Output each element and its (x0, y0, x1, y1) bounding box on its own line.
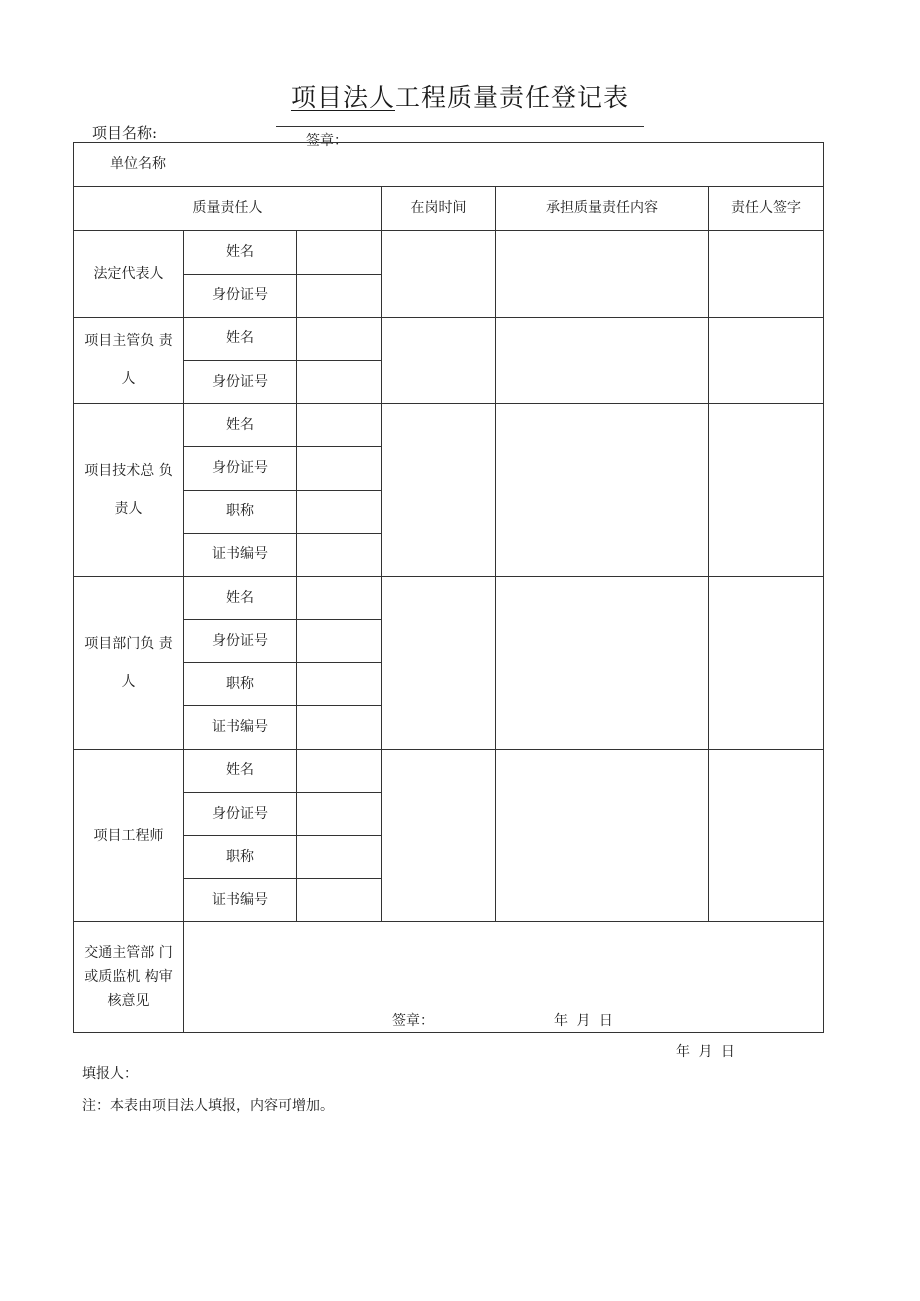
field-value-cell[interactable] (297, 879, 382, 922)
field-value-cell[interactable] (297, 620, 382, 663)
project-name-label: 项目名称: (92, 124, 158, 142)
field-value-cell[interactable] (297, 576, 382, 619)
fill-date-label: 年 月 日 (676, 1044, 737, 1060)
field-value-cell[interactable] (297, 274, 382, 317)
signature-cell[interactable] (709, 749, 824, 922)
role-department-head: 项目部门负 责人 (74, 576, 184, 749)
tenure-cell[interactable] (382, 317, 496, 403)
registration-table (73, 142, 824, 1033)
field-label: 身份证号 (184, 792, 297, 835)
filler-label: 填报人： (82, 1066, 138, 1082)
field-label: 姓名 (184, 749, 297, 792)
field-value-cell[interactable] (297, 792, 382, 835)
title-rest: 工程质量责任登记表 (395, 83, 630, 112)
header-sign-label: 签章： (306, 133, 348, 149)
field-value-cell[interactable] (297, 317, 382, 360)
tenure-cell[interactable] (382, 404, 496, 577)
review-opinion-cell[interactable] (184, 922, 824, 1033)
role-legal-representative: 法定代表人 (74, 231, 184, 317)
field-label: 证书编号 (184, 706, 297, 749)
review-label: 交通主管部 门或质监机 构审核意见 (74, 922, 184, 1033)
role-project-manager: 项目主管负 责人 (74, 317, 184, 403)
responsibility-cell[interactable] (496, 749, 709, 922)
field-value-cell[interactable] (297, 231, 382, 274)
role-technical-lead: 项目技术总 负责人 (74, 404, 184, 577)
field-label: 身份证号 (184, 274, 297, 317)
tenure-cell[interactable] (382, 576, 496, 749)
col-header-responsibility-content: 承担质量责任内容 (496, 187, 709, 231)
field-value-cell[interactable] (297, 663, 382, 706)
field-value-cell[interactable] (297, 447, 382, 490)
signature-cell[interactable] (709, 576, 824, 749)
unit-name-label: 单位名称 (74, 143, 824, 187)
tenure-cell[interactable] (382, 231, 496, 317)
field-label: 证书编号 (184, 879, 297, 922)
review-sign-label: 签章： (392, 1013, 434, 1030)
signature-cell[interactable] (709, 404, 824, 577)
col-header-responsible-person: 质量责任人 (74, 187, 382, 231)
field-label: 证书编号 (184, 533, 297, 576)
field-value-cell[interactable] (297, 490, 382, 533)
field-label: 姓名 (184, 404, 297, 447)
field-value-cell[interactable] (297, 749, 382, 792)
field-value-cell[interactable] (297, 360, 382, 403)
field-value-cell[interactable] (297, 404, 382, 447)
col-header-signature: 责任人签字 (709, 187, 824, 231)
responsibility-cell[interactable] (496, 404, 709, 577)
field-value-cell[interactable] (297, 533, 382, 576)
page-title (0, 78, 920, 114)
tenure-cell[interactable] (382, 749, 496, 922)
title-underlined-part: 项目法人 (290, 83, 395, 112)
review-date-label: 年 月 日 (554, 1013, 615, 1030)
responsibility-cell[interactable] (496, 317, 709, 403)
title-rule (276, 126, 644, 127)
field-label: 职称 (184, 836, 297, 879)
field-label: 职称 (184, 490, 297, 533)
field-value-cell[interactable] (297, 706, 382, 749)
responsibility-cell[interactable] (496, 576, 709, 749)
footnote: 注：本表由项目法人填报，内容可增加。 (82, 1098, 334, 1114)
field-label: 身份证号 (184, 447, 297, 490)
field-label: 姓名 (184, 231, 297, 274)
field-label: 职称 (184, 663, 297, 706)
field-label: 身份证号 (184, 360, 297, 403)
signature-cell[interactable] (709, 231, 824, 317)
role-project-engineer: 项目工程师 (74, 749, 184, 922)
field-label: 身份证号 (184, 620, 297, 663)
col-header-tenure: 在岗时间 (382, 187, 496, 231)
responsibility-cell[interactable] (496, 231, 709, 317)
field-value-cell[interactable] (297, 836, 382, 879)
signature-cell[interactable] (709, 317, 824, 403)
field-label: 姓名 (184, 576, 297, 619)
field-label: 姓名 (184, 317, 297, 360)
